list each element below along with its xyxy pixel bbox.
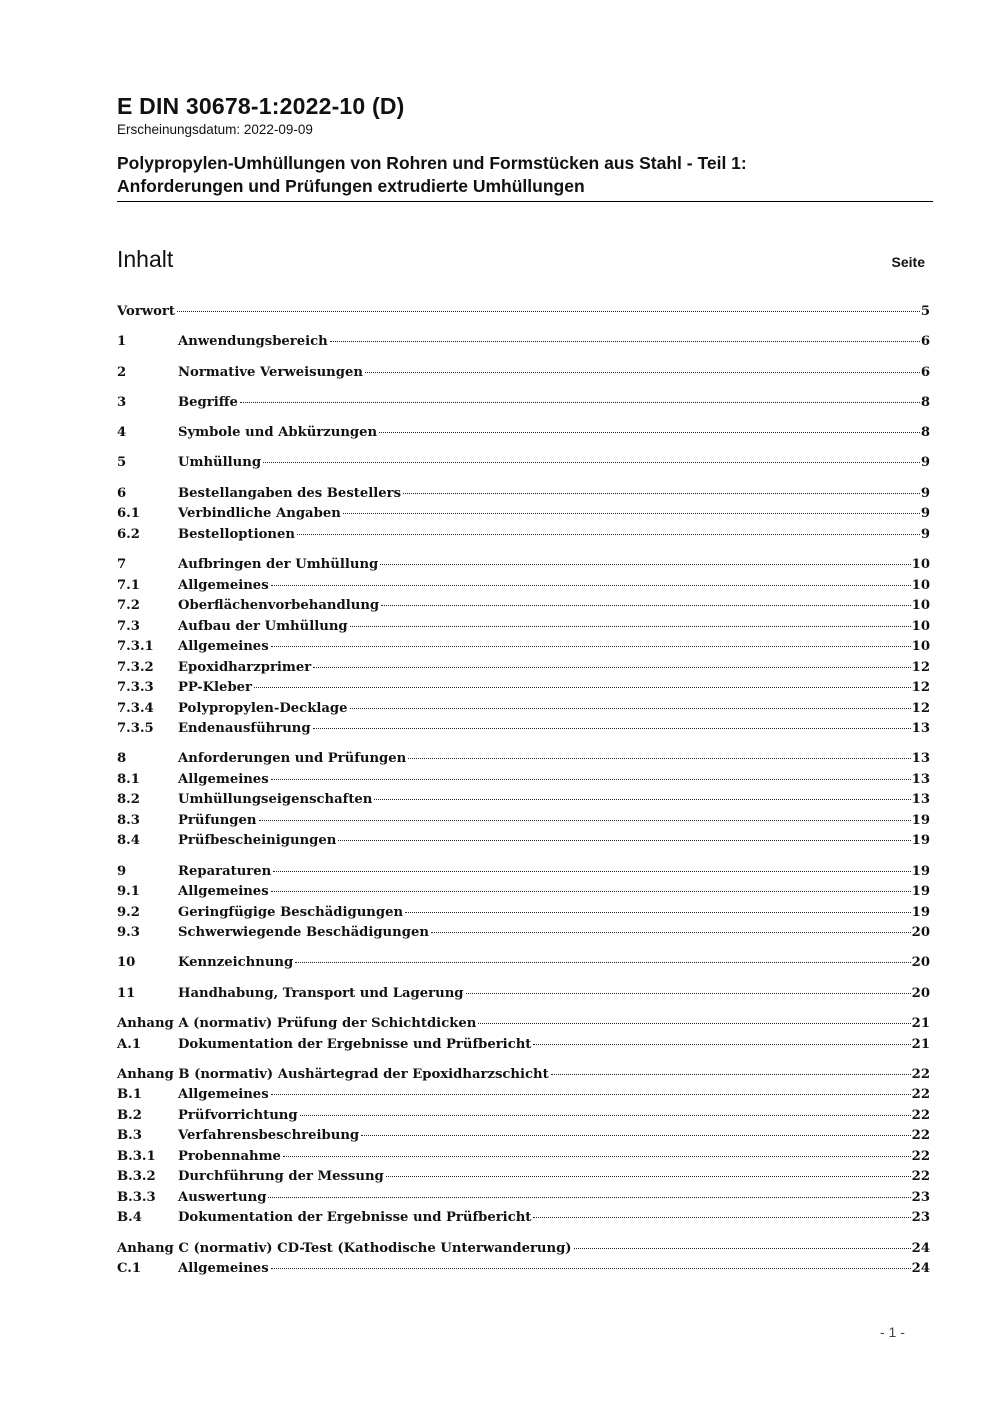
toc-entry-label: Kennzeichnung (178, 955, 294, 971)
toc-dot-leader (408, 758, 910, 759)
toc-dot-leader (271, 1268, 911, 1269)
toc-dot-leader (381, 605, 910, 606)
toc-entry[interactable] (117, 678, 930, 699)
toc-entry-label: Dokumentation der Ergebnisse und Prüfbericht (178, 1036, 532, 1052)
toc-dot-leader (338, 840, 910, 841)
toc-entry-page: 10 (911, 577, 930, 593)
toc-entry-page: 19 (911, 833, 930, 849)
toc-dot-leader (263, 462, 920, 463)
toc-entry[interactable] (117, 1085, 930, 1106)
toc-entry-label: Normative Verweisungen (178, 364, 363, 380)
toc-dot-leader (533, 1044, 910, 1045)
toc-entry-number: B.2 (117, 1107, 142, 1123)
toc-entry-label: Verfahrensbeschreibung (178, 1128, 360, 1144)
toc-entry-number: A.1 (117, 1036, 141, 1052)
toc-entry-number: B.3 (117, 1128, 142, 1144)
toc-entry-label: Umhüllungseigenschaften (178, 792, 373, 808)
toc-entry[interactable] (117, 555, 930, 576)
toc-entry-number: B.3.1 (117, 1148, 156, 1164)
toc-entry-number: B.3.3 (117, 1189, 156, 1205)
document-id: E DIN 30678-1:2022-10 (D) (117, 93, 405, 119)
toc-entry-number: 7.3.4 (117, 700, 154, 716)
toc-dot-leader (295, 962, 910, 963)
toc-entry-page: 22 (911, 1148, 930, 1164)
toc-entry-label: PP-Kleber (178, 680, 253, 696)
toc-entry-label: Aufbau der Umhüllung (178, 618, 348, 634)
contents-heading-row (117, 245, 925, 273)
toc-entry[interactable] (117, 862, 930, 883)
toc-entry[interactable] (117, 576, 930, 597)
toc-entry[interactable] (117, 831, 930, 852)
toc-entry[interactable] (117, 1014, 930, 1035)
toc-entry[interactable] (117, 658, 930, 679)
toc-entry[interactable] (117, 984, 930, 1005)
toc-dot-leader (403, 493, 920, 494)
toc-entry-page: 23 (911, 1210, 930, 1226)
toc-entry-number: 9.2 (117, 904, 140, 920)
toc-entry-page: 19 (911, 863, 930, 879)
toc-entry-label: Symbole und Abkürzungen (178, 425, 378, 441)
toc-entry-page: 22 (911, 1128, 930, 1144)
toc-entry[interactable] (117, 1188, 930, 1209)
toc-entry-page: 10 (911, 639, 930, 655)
toc-entry[interactable] (117, 1208, 930, 1229)
toc-dot-leader (361, 1135, 911, 1136)
contents-heading: Inhalt (117, 246, 174, 272)
toc-entry-page: 8 (920, 425, 930, 441)
toc-entry-label: Anwendungsbereich (178, 334, 328, 350)
toc-dot-leader (533, 1217, 910, 1218)
toc-entry-number: 8.1 (117, 771, 140, 787)
toc-entry-page: 13 (911, 771, 930, 787)
toc-entry-label: Probennahme (178, 1148, 281, 1164)
toc-dot-leader (379, 432, 920, 433)
toc-entry-number: 10 (117, 955, 136, 971)
toc-entry-number: 7.3.5 (117, 721, 154, 737)
toc-dot-leader (380, 564, 910, 565)
toc-entry-page: 19 (911, 812, 930, 828)
toc-entry-number: 11 (117, 985, 136, 1001)
toc-entry-label: Anforderungen und Prüfungen (178, 751, 407, 767)
toc-dot-leader (177, 311, 920, 312)
toc-dot-leader (343, 513, 920, 514)
table-of-contents (117, 302, 930, 1280)
toc-entry[interactable] (117, 302, 930, 323)
toc-entry[interactable] (117, 1147, 930, 1168)
toc-entry-number: Anhang C (normativ) CD-Test (Kathodische Unterwanderung) (117, 1240, 572, 1256)
toc-entry-label: Epoxidharzprimer (178, 659, 312, 675)
toc-entry-label: Handhabung, Transport und Lagerung (178, 985, 464, 1001)
toc-dot-leader (271, 779, 911, 780)
toc-dot-leader (350, 626, 911, 627)
toc-entry-number: Anhang B (normativ) Aushärtegrad der Epoxidharzschicht (117, 1066, 549, 1082)
toc-entry-number: 6 (117, 485, 127, 501)
toc-entry-page: 13 (911, 751, 930, 767)
toc-entry-number: 7.1 (117, 577, 140, 593)
toc-entry[interactable] (117, 332, 930, 353)
publication-date: Erscheinungsdatum: 2022-09-09 (117, 122, 313, 137)
toc-entry-page: 12 (911, 700, 930, 716)
toc-entry-page: 24 (911, 1240, 930, 1256)
toc-entry-page: 5 (920, 304, 930, 319)
page-number: - 1 - (880, 1324, 905, 1340)
toc-entry-label: Allgemeines (178, 884, 269, 900)
toc-dot-leader (297, 534, 920, 535)
toc-entry[interactable] (117, 453, 930, 474)
toc-entry[interactable] (117, 1126, 930, 1147)
toc-entry-page: 19 (911, 884, 930, 900)
toc-entry-page: 22 (911, 1169, 930, 1185)
toc-entry[interactable] (117, 1106, 930, 1127)
toc-entry-page: 24 (911, 1261, 930, 1277)
toc-entry-number: B.3.2 (117, 1169, 156, 1185)
toc-entry-label: Dokumentation der Ergebnisse und Prüfbericht (178, 1210, 532, 1226)
toc-entry-page: 13 (911, 792, 930, 808)
toc-dot-leader (268, 1197, 910, 1198)
toc-entry[interactable] (117, 1259, 930, 1280)
toc-entry[interactable] (117, 903, 930, 924)
toc-entry-number: B.4 (117, 1210, 142, 1226)
toc-dot-leader (330, 341, 920, 342)
toc-entry-label: Verbindliche Angaben (178, 506, 341, 522)
toc-entry-label: Allgemeines (178, 1261, 269, 1277)
toc-entry-label: Reparaturen (178, 863, 272, 879)
toc-dot-leader (313, 728, 911, 729)
toc-entry-label: Prüfvorrichtung (178, 1107, 298, 1123)
toc-dot-leader (240, 402, 920, 403)
toc-entry-number: 7 (117, 557, 127, 573)
toc-entry-number: 3 (117, 394, 127, 410)
toc-entry-label: Polypropylen-Decklage (178, 700, 348, 716)
document-title-line-2: Anforderungen und Prüfungen extrudierte Umhüllungen (117, 176, 585, 196)
toc-entry[interactable] (117, 393, 930, 414)
toc-entry-number: Vorwort (117, 304, 175, 319)
toc-dot-leader (254, 687, 911, 688)
toc-entry-page: 21 (911, 1036, 930, 1052)
toc-entry-page: 6 (920, 364, 930, 380)
toc-entry-page: 8 (920, 394, 930, 410)
toc-entry-number: 5 (117, 455, 127, 471)
toc-entry-number: 7.3 (117, 618, 140, 634)
document-title-line-1: Polypropylen-Umhüllungen von Rohren und Formstücken aus Stahl - Teil 1: (117, 153, 747, 173)
toc-entry-number: 9 (117, 863, 127, 879)
toc-entry-number: C.1 (117, 1261, 142, 1277)
toc-dot-leader (374, 799, 910, 800)
toc-dot-leader (273, 871, 910, 872)
toc-entry-label: Prüfbescheinigungen (178, 833, 337, 849)
toc-entry[interactable] (117, 699, 930, 720)
toc-entry-number: 6.1 (117, 506, 140, 522)
toc-dot-leader (466, 993, 911, 994)
toc-entry-page: 6 (920, 334, 930, 350)
toc-entry-page: 10 (911, 598, 930, 614)
toc-entry-number: 4 (117, 425, 127, 441)
toc-entry-number: 9.3 (117, 925, 140, 941)
toc-dot-leader (271, 646, 911, 647)
toc-entry-label: Umhüllung (178, 455, 262, 471)
toc-entry-page: 13 (911, 721, 930, 737)
toc-entry-number: Anhang A (normativ) Prüfung der Schichtdicken (117, 1016, 477, 1032)
toc-entry-number: 7.3.2 (117, 659, 154, 675)
page-column-label: Seite (891, 254, 925, 270)
toc-entry[interactable] (117, 923, 930, 944)
toc-entry[interactable] (117, 1239, 930, 1260)
toc-dot-leader (551, 1074, 911, 1075)
toc-entry-number: 9.1 (117, 884, 140, 900)
toc-entry-page: 9 (920, 526, 930, 542)
toc-entry-page: 10 (911, 618, 930, 634)
toc-entry-label: Begriffe (178, 394, 238, 410)
toc-entry-page: 22 (911, 1107, 930, 1123)
toc-entry[interactable] (117, 749, 930, 770)
toc-entry[interactable] (117, 484, 930, 505)
toc-entry-label: Schwerwiegende Beschädigungen (178, 925, 429, 941)
toc-entry-number: 7.3.1 (117, 639, 154, 655)
toc-dot-leader (405, 912, 911, 913)
toc-dot-leader (478, 1023, 910, 1024)
toc-entry[interactable] (117, 525, 930, 546)
toc-dot-leader (574, 1248, 911, 1249)
toc-entry-label: Allgemeines (178, 1087, 269, 1103)
toc-entry[interactable] (117, 770, 930, 791)
toc-entry-page: 12 (911, 659, 930, 675)
toc-entry-page: 12 (911, 680, 930, 696)
toc-dot-leader (386, 1176, 911, 1177)
toc-dot-leader (259, 820, 911, 821)
toc-entry[interactable] (117, 423, 930, 444)
toc-entry[interactable] (117, 1065, 930, 1086)
toc-entry-number: B.1 (117, 1087, 142, 1103)
toc-entry-label: Oberflächenvorbehandlung (178, 598, 380, 614)
toc-entry-page: 19 (911, 904, 930, 920)
toc-entry[interactable] (117, 790, 930, 811)
toc-entry-label: Aufbringen der Umhüllung (178, 557, 379, 573)
toc-entry-page: 20 (911, 955, 930, 971)
toc-entry-page: 21 (911, 1016, 930, 1032)
toc-entry[interactable] (117, 504, 930, 525)
toc-entry-number: 6.2 (117, 526, 140, 542)
toc-entry[interactable] (117, 617, 930, 638)
toc-dot-leader (431, 932, 911, 933)
toc-entry-number: 1 (117, 334, 127, 350)
toc-dot-leader (283, 1156, 911, 1157)
toc-entry-label: Bestelloptionen (178, 526, 295, 542)
toc-entry-page: 20 (911, 925, 930, 941)
toc-entry[interactable] (117, 882, 930, 903)
toc-dot-leader (271, 1094, 911, 1095)
toc-entry-page: 23 (911, 1189, 930, 1205)
toc-entry-number: 7.2 (117, 598, 140, 614)
toc-entry-label: Allgemeines (178, 771, 269, 787)
toc-entry-label: Geringfügige Beschädigungen (178, 904, 404, 920)
toc-dot-leader (350, 708, 911, 709)
toc-entry-number: 8.4 (117, 833, 140, 849)
document-title (117, 152, 933, 202)
toc-entry-label: Bestellangaben des Bestellers (178, 485, 402, 501)
document-header (117, 92, 933, 202)
toc-entry-label: Durchführung der Messung (178, 1169, 384, 1185)
toc-entry-number: 8.3 (117, 812, 140, 828)
toc-entry-page: 9 (920, 485, 930, 501)
toc-entry-page: 9 (920, 455, 930, 471)
toc-entry-number: 8 (117, 751, 127, 767)
toc-entry-number: 8.2 (117, 792, 140, 808)
toc-dot-leader (365, 372, 920, 373)
toc-entry[interactable] (117, 596, 930, 617)
toc-entry-page: 9 (920, 506, 930, 522)
toc-dot-leader (313, 667, 910, 668)
toc-entry[interactable] (117, 953, 930, 974)
toc-entry-label: Endenausführung (178, 721, 311, 737)
toc-entry-label: Prüfungen (178, 812, 257, 828)
toc-entry-label: Allgemeines (178, 639, 269, 655)
toc-entry-page: 22 (911, 1066, 930, 1082)
toc-entry[interactable] (117, 811, 930, 832)
toc-entry[interactable] (117, 363, 930, 384)
toc-entry[interactable] (117, 637, 930, 658)
toc-entry-page: 10 (911, 557, 930, 573)
toc-dot-leader (300, 1115, 911, 1116)
toc-entry-label: Auswertung (178, 1189, 267, 1205)
toc-entry[interactable] (117, 1035, 930, 1056)
toc-entry-number: 7.3.3 (117, 680, 154, 696)
toc-entry[interactable] (117, 1167, 930, 1188)
toc-entry-page: 20 (911, 985, 930, 1001)
toc-dot-leader (271, 585, 911, 586)
toc-dot-leader (271, 891, 911, 892)
toc-entry-number: 2 (117, 364, 127, 380)
toc-entry[interactable] (117, 719, 930, 740)
toc-entry-page: 22 (911, 1087, 930, 1103)
toc-entry-label: Allgemeines (178, 577, 269, 593)
